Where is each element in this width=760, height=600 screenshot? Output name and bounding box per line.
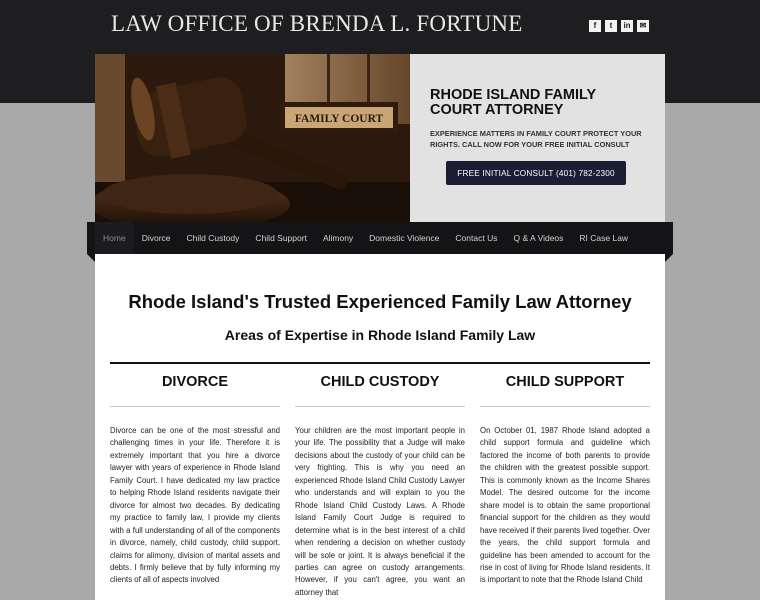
nav-item-home[interactable]: Home (95, 222, 134, 254)
column-child-custody (295, 374, 465, 599)
divider (110, 362, 650, 364)
column-child-support (480, 374, 650, 587)
nav-item-ri-case-law[interactable]: RI Case Law (579, 233, 629, 243)
twitter-icon[interactable]: t (605, 20, 617, 32)
main-content (95, 254, 665, 600)
hero-title: RHODE ISLAND FAMILY COURT ATTORNEY (430, 87, 596, 118)
nav-ribbon-right (665, 222, 673, 262)
hero-banner (95, 54, 665, 222)
nav-item-qa-videos[interactable]: Q & A Videos (513, 233, 564, 243)
column-divider (295, 406, 465, 407)
nav-item-child-custody[interactable]: Child Custody (186, 233, 240, 243)
nav-item-domestic-violence[interactable]: Domestic Violence (369, 233, 440, 243)
column-body: Your children are the most important people in your life. The possibility that a Judge will make decisions about the custody of your child can be very frighting. This is why you need an experienced Rhode Island Child Custody Lawyer who understands and will explain to you the Rhode Island Child Custody Laws. A Rhode Island Family Court Judge is required to determine what is in the best interest of a child when rendering a decision on whether custody will be sole or joint. It is always beneficial if the parties can agree on custody arrangements. However, if you can't agree, you want an attorney that (295, 426, 465, 597)
nav-ribbon-left (87, 222, 95, 262)
column-body: Divorce can be one of the most stressful and challenging times in your life. Therefore it is extremely important that you hire a divorce lawyer with years of experience in Rhode Island Family Court. I have dedicated my law practice to helping Rhode Island residents navigate their divorce for almost two decades. By dedicating my practice to family law, I provide my clients with a full understanding of all of the components in divorce, namely, child custody, child support, claims for alimony, division of marital assets and debts. I firmly believe that by fully informing my clients of all of aspects involved (110, 426, 280, 585)
gavel-illustration (95, 54, 410, 222)
social-links (589, 20, 649, 32)
family-court-sign: FAMILY COURT (294, 113, 384, 125)
column-divider (480, 406, 650, 407)
column-heading: CHILD CUSTODY (320, 374, 440, 390)
column-divider (110, 406, 280, 407)
gavel-image (95, 54, 410, 222)
page-title: Rhode Island's Trusted Experienced Family Law Attorney (128, 291, 632, 312)
facebook-icon[interactable]: f (589, 20, 601, 32)
email-icon[interactable]: ✉ (637, 20, 649, 32)
hero-subtitle: EXPERIENCE MATTERS IN FAMILY COURT PROTECT YOUR RIGHTS. CALL NOW FOR YOUR FREE INITIAL CONSULT (430, 129, 642, 149)
main-nav (95, 222, 665, 254)
column-divorce (110, 374, 280, 587)
nav-item-contact-us[interactable]: Contact Us (455, 233, 498, 243)
nav-item-divorce[interactable]: Divorce (141, 233, 171, 243)
page-subtitle: Areas of Expertise in Rhode Island Family Law (224, 327, 536, 343)
column-heading: CHILD SUPPORT (505, 374, 625, 390)
linkedin-icon[interactable]: in (621, 20, 633, 32)
column-heading: DIVORCE (161, 374, 229, 390)
free-consult-button[interactable]: FREE INITIAL CONSULT (401) 782-2300 (446, 161, 626, 185)
hero-panel (410, 54, 665, 222)
column-body: On October 01, 1987 Rhode Island adopted a child support formula and guideline which factored the income of both parents to provide the children with the greatest possible support. This is commonly known as the Income Shares Model. The desired outcome for the income share model is to obtain the same proportional financial support for the children as they would have received if their parents lived together. Over the years, the child support formula and guideline has been amended to account for the rise in cost of living for Rhode Island residents. It is important to note that the Rhode Island Child (480, 426, 650, 585)
nav-item-alimony[interactable]: Alimony (322, 233, 354, 243)
site-title[interactable]: LAW OFFICE OF BRENDA L. FORTUNE (111, 11, 523, 36)
nav-item-child-support[interactable]: Child Support (255, 233, 307, 243)
